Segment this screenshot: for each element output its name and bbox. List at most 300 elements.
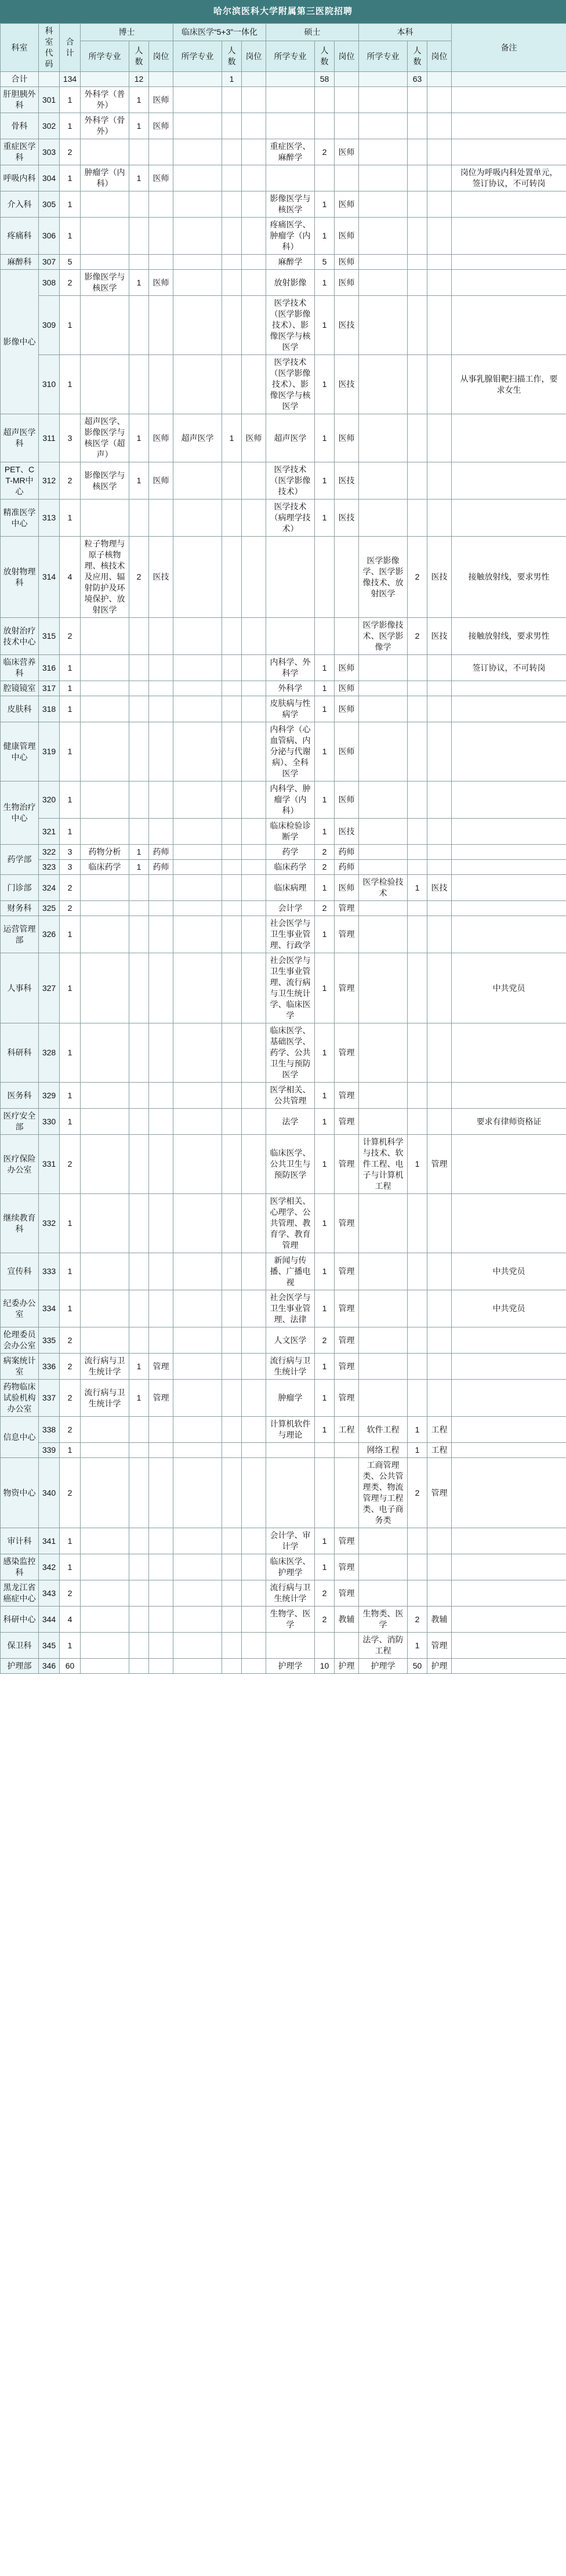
- bachelor-major-cell: 生物类、医学: [359, 1607, 408, 1633]
- master-post-cell: [335, 1458, 359, 1528]
- doctor-post-cell: [149, 139, 173, 165]
- code-cell: 318: [39, 696, 60, 722]
- table-row: [1, 1354, 566, 1380]
- bachelor-count-cell: [408, 1194, 427, 1253]
- standard-count-cell: 1: [222, 414, 242, 462]
- bachelor-major-cell: [359, 819, 408, 845]
- doctor-count-cell: [129, 1083, 149, 1109]
- header-bachelor-major: 所学专业: [359, 41, 408, 72]
- bachelor-major-cell: [359, 901, 408, 916]
- dept-cell: 伦理委员会办公室: [1, 1327, 39, 1354]
- bachelor-count-cell: [408, 1109, 427, 1135]
- doctor-count-cell: [129, 953, 149, 1023]
- dept-cell: 呼吸内科: [1, 165, 39, 191]
- bachelor-count-cell: [408, 500, 427, 537]
- master-post-cell: 医技: [335, 500, 359, 537]
- total-cell: 1: [60, 1554, 81, 1580]
- master-post-cell: [335, 87, 359, 113]
- standard-major-cell: [173, 72, 222, 87]
- standard-count-cell: [222, 819, 242, 845]
- doctor-major-cell: [81, 1417, 129, 1443]
- doctor-post-cell: [149, 1083, 173, 1109]
- bachelor-major-cell: [359, 1290, 408, 1327]
- standard-post-cell: [242, 1443, 266, 1458]
- master-count-cell: 2: [315, 860, 335, 875]
- bachelor-major-cell: [359, 953, 408, 1023]
- standard-major-cell: [173, 1354, 222, 1380]
- header-dept: 科室: [1, 24, 39, 72]
- note-cell: [452, 1417, 566, 1443]
- dept-cell: 药学部: [1, 845, 39, 875]
- doctor-count-cell: [129, 1109, 149, 1135]
- doctor-count-cell: [129, 655, 149, 681]
- note-cell: [452, 113, 566, 139]
- master-count-cell: 10: [315, 1659, 335, 1674]
- master-post-cell: 教辅: [335, 1607, 359, 1633]
- standard-count-cell: [222, 860, 242, 875]
- bachelor-count-cell: [408, 819, 427, 845]
- bachelor-post-cell: [427, 462, 452, 500]
- doctor-post-cell: 医师: [149, 270, 173, 296]
- master-count-cell: 2: [315, 1607, 335, 1633]
- code-cell: 339: [39, 1443, 60, 1458]
- table-row: [1, 355, 566, 414]
- master-post-cell: [335, 72, 359, 87]
- standard-major-cell: [173, 296, 222, 355]
- doctor-major-cell: 肿瘤学（内科）: [81, 165, 129, 191]
- bachelor-major-cell: [359, 1528, 408, 1554]
- bachelor-major-cell: [359, 1023, 408, 1083]
- standard-major-cell: [173, 87, 222, 113]
- code-cell: 303: [39, 139, 60, 165]
- standard-count-cell: [222, 655, 242, 681]
- dept-cell: 生物治疗中心: [1, 782, 39, 845]
- dept-cell: 运营管理部: [1, 916, 39, 953]
- master-count-cell: 2: [315, 901, 335, 916]
- master-major-cell: [266, 165, 315, 191]
- standard-count-cell: [222, 1135, 242, 1194]
- doctor-count-cell: [129, 901, 149, 916]
- doctor-count-cell: [129, 1417, 149, 1443]
- bachelor-major-cell: [359, 1194, 408, 1253]
- master-count-cell: [315, 1633, 335, 1659]
- master-count-cell: 1: [315, 916, 335, 953]
- doctor-count-cell: [129, 696, 149, 722]
- bachelor-major-cell: [359, 165, 408, 191]
- header-master-major: 所学专业: [266, 41, 315, 72]
- standard-major-cell: [173, 1580, 222, 1607]
- note-cell: [452, 1135, 566, 1194]
- bachelor-post-cell: [427, 1354, 452, 1380]
- master-count-cell: [315, 113, 335, 139]
- master-major-cell: 社会医学与卫生事业管理、流行病与卫生统计学、临床医学: [266, 953, 315, 1023]
- standard-count-cell: [222, 1023, 242, 1083]
- master-post-cell: 管理: [335, 1023, 359, 1083]
- code-cell: [39, 72, 60, 87]
- standard-count-cell: [222, 296, 242, 355]
- master-post-cell: 医师: [335, 782, 359, 819]
- doctor-major-cell: 流行病与卫生统计学: [81, 1354, 129, 1380]
- doctor-major-cell: [81, 355, 129, 414]
- standard-count-cell: [222, 875, 242, 901]
- master-post-cell: 医师: [335, 655, 359, 681]
- standard-count-cell: [222, 1290, 242, 1327]
- doctor-count-cell: [129, 296, 149, 355]
- standard-count-cell: [222, 782, 242, 819]
- standard-count-cell: [222, 500, 242, 537]
- master-post-cell: 医师: [335, 681, 359, 696]
- doctor-post-cell: 医师: [149, 87, 173, 113]
- master-count-cell: 1: [315, 1253, 335, 1290]
- standard-count-cell: [222, 1633, 242, 1659]
- header-bachelor-count: 人数: [408, 41, 427, 72]
- master-major-cell: 社会医学与卫生事业管理、法律: [266, 1290, 315, 1327]
- header-doctor-post: 岗位: [149, 41, 173, 72]
- master-count-cell: [315, 537, 335, 618]
- bachelor-major-cell: 医学影像学、医学影像技术、放射医学: [359, 537, 408, 618]
- bachelor-count-cell: [408, 1253, 427, 1290]
- doctor-count-cell: [129, 1528, 149, 1554]
- header-standard-count: 人数: [222, 41, 242, 72]
- header-standard: 临床医学“5+3”一体化: [173, 24, 266, 41]
- master-post-cell: 管理: [335, 1109, 359, 1135]
- total-cell: 4: [60, 1607, 81, 1633]
- master-major-cell: 人文医学: [266, 1327, 315, 1354]
- code-cell: 324: [39, 875, 60, 901]
- total-cell: 1: [60, 696, 81, 722]
- doctor-count-cell: [129, 1253, 149, 1290]
- doctor-post-cell: [149, 875, 173, 901]
- total-cell: 3: [60, 414, 81, 462]
- doctor-count-cell: [129, 819, 149, 845]
- bachelor-post-cell: 工程: [427, 1443, 452, 1458]
- header-bachelor: 本科: [359, 24, 452, 41]
- doctor-count-cell: [129, 1327, 149, 1354]
- note-cell: [452, 1327, 566, 1354]
- total-cell: 1: [60, 1194, 81, 1253]
- note-cell: [452, 819, 566, 845]
- doctor-major-cell: [81, 782, 129, 819]
- total-cell: 4: [60, 537, 81, 618]
- master-major-cell: 护理学: [266, 1659, 315, 1674]
- master-post-cell: [335, 1633, 359, 1659]
- bachelor-count-cell: 2: [408, 1458, 427, 1528]
- standard-count-cell: [222, 1417, 242, 1443]
- note-cell: 中共党员: [452, 1253, 566, 1290]
- code-cell: 334: [39, 1290, 60, 1327]
- dept-cell: 皮肤科: [1, 696, 39, 722]
- standard-post-cell: [242, 916, 266, 953]
- bachelor-count-cell: [408, 655, 427, 681]
- total-cell: 1: [60, 953, 81, 1023]
- standard-post-cell: [242, 1633, 266, 1659]
- doctor-major-cell: [81, 1253, 129, 1290]
- standard-count-cell: [222, 255, 242, 270]
- standard-count-cell: [222, 1253, 242, 1290]
- doctor-major-cell: 流行病与卫生统计学: [81, 1380, 129, 1417]
- total-cell: 1: [60, 819, 81, 845]
- standard-major-cell: [173, 1380, 222, 1417]
- standard-post-cell: [242, 255, 266, 270]
- table-body: [1, 72, 566, 1674]
- master-count-cell: 1: [315, 414, 335, 462]
- header-doctor-count: 人数: [129, 41, 149, 72]
- note-cell: [452, 414, 566, 462]
- standard-major-cell: [173, 1443, 222, 1458]
- standard-post-cell: [242, 1659, 266, 1674]
- master-count-cell: 1: [315, 681, 335, 696]
- doctor-post-cell: [149, 618, 173, 655]
- dept-cell: 放射治疗技术中心: [1, 618, 39, 655]
- doctor-post-cell: [149, 1135, 173, 1194]
- table-row: [1, 655, 566, 681]
- master-post-cell: [335, 1443, 359, 1458]
- master-count-cell: 2: [315, 139, 335, 165]
- bachelor-count-cell: [408, 722, 427, 782]
- standard-post-cell: [242, 218, 266, 255]
- doctor-major-cell: 外科学（普外）: [81, 87, 129, 113]
- master-major-cell: 会计学: [266, 901, 315, 916]
- master-major-cell: 放射影像: [266, 270, 315, 296]
- master-major-cell: 医学技术（病理学技术）: [266, 500, 315, 537]
- standard-post-cell: [242, 722, 266, 782]
- master-major-cell: 重症医学、麻醉学: [266, 139, 315, 165]
- total-cell: 134: [60, 72, 81, 87]
- code-cell: 314: [39, 537, 60, 618]
- code-cell: 333: [39, 1253, 60, 1290]
- master-count-cell: 1: [315, 270, 335, 296]
- dept-cell: 影像中心: [1, 270, 39, 414]
- doctor-count-cell: [129, 1135, 149, 1194]
- code-cell: 310: [39, 355, 60, 414]
- standard-post-cell: [242, 845, 266, 860]
- master-major-cell: 社会医学与卫生事业管理、行政学: [266, 916, 315, 953]
- standard-major-cell: [173, 1327, 222, 1354]
- note-cell: [452, 462, 566, 500]
- dept-cell: 麻醉科: [1, 255, 39, 270]
- bachelor-major-cell: [359, 191, 408, 218]
- bachelor-major-cell: [359, 1253, 408, 1290]
- master-major-cell: 临床药学: [266, 860, 315, 875]
- master-post-cell: 医技: [335, 296, 359, 355]
- master-count-cell: 1: [315, 1380, 335, 1417]
- master-major-cell: 内科学（心血管病、内分泌与代谢病）、全科医学: [266, 722, 315, 782]
- table-row: [1, 1109, 566, 1135]
- bachelor-post-cell: [427, 500, 452, 537]
- standard-post-cell: [242, 139, 266, 165]
- master-major-cell: 医学相关、心理学、公共管理、教育学、教育管理: [266, 1194, 315, 1253]
- master-count-cell: 1: [315, 722, 335, 782]
- bachelor-major-cell: [359, 414, 408, 462]
- note-cell: [452, 1458, 566, 1528]
- doctor-post-cell: [149, 1290, 173, 1327]
- standard-post-cell: [242, 953, 266, 1023]
- standard-count-cell: [222, 681, 242, 696]
- doctor-major-cell: [81, 139, 129, 165]
- note-cell: [452, 875, 566, 901]
- doctor-post-cell: [149, 655, 173, 681]
- table-row: [1, 218, 566, 255]
- total-cell: 1: [60, 1528, 81, 1554]
- doctor-post-cell: 医师: [149, 462, 173, 500]
- standard-post-cell: [242, 1083, 266, 1109]
- master-post-cell: 护理: [335, 1659, 359, 1674]
- doctor-count-cell: [129, 782, 149, 819]
- master-count-cell: 1: [315, 500, 335, 537]
- standard-count-cell: [222, 1528, 242, 1554]
- table-row: [1, 696, 566, 722]
- total-cell: 3: [60, 845, 81, 860]
- code-cell: 322: [39, 845, 60, 860]
- master-post-cell: 医技: [335, 462, 359, 500]
- bachelor-major-cell: [359, 218, 408, 255]
- total-cell: 1: [60, 916, 81, 953]
- master-post-cell: 医师: [335, 218, 359, 255]
- dept-cell: 科研中心: [1, 1607, 39, 1633]
- bachelor-post-cell: [427, 722, 452, 782]
- master-major-cell: 临床医学、护理学: [266, 1554, 315, 1580]
- code-cell: 336: [39, 1354, 60, 1380]
- bachelor-major-cell: 工商管理类、公共管理类、物流管理与工程类、电子商务类: [359, 1458, 408, 1528]
- total-cell: 1: [60, 191, 81, 218]
- standard-count-cell: [222, 953, 242, 1023]
- bachelor-post-cell: 教辅: [427, 1607, 452, 1633]
- total-cell: 2: [60, 1354, 81, 1380]
- code-cell: 342: [39, 1554, 60, 1580]
- standard-post-cell: [242, 1327, 266, 1354]
- master-major-cell: 内科学、肿瘤学（内科）: [266, 782, 315, 819]
- master-post-cell: 医技: [335, 819, 359, 845]
- doctor-post-cell: [149, 72, 173, 87]
- doctor-major-cell: 外科学（骨外）: [81, 113, 129, 139]
- master-count-cell: 1: [315, 782, 335, 819]
- note-cell: [452, 72, 566, 87]
- doctor-major-cell: [81, 916, 129, 953]
- bachelor-post-cell: [427, 355, 452, 414]
- master-post-cell: 管理: [335, 953, 359, 1023]
- doctor-major-cell: [81, 618, 129, 655]
- standard-post-cell: [242, 681, 266, 696]
- bachelor-major-cell: [359, 860, 408, 875]
- bachelor-post-cell: [427, 1194, 452, 1253]
- bachelor-count-cell: [408, 1380, 427, 1417]
- header-master: 硕士: [266, 24, 359, 41]
- standard-count-cell: [222, 537, 242, 618]
- standard-post-cell: [242, 355, 266, 414]
- bachelor-post-cell: [427, 860, 452, 875]
- bachelor-post-cell: [427, 1327, 452, 1354]
- total-cell: 2: [60, 270, 81, 296]
- note-cell: [452, 1607, 566, 1633]
- header-standard-major: 所学专业: [173, 41, 222, 72]
- doctor-major-cell: [81, 655, 129, 681]
- table-row: [1, 819, 566, 845]
- bachelor-major-cell: [359, 270, 408, 296]
- table-row: [1, 875, 566, 901]
- standard-post-cell: [242, 1528, 266, 1554]
- bachelor-major-cell: [359, 655, 408, 681]
- master-major-cell: 药学: [266, 845, 315, 860]
- doctor-post-cell: [149, 916, 173, 953]
- bachelor-major-cell: [359, 1380, 408, 1417]
- master-post-cell: 医师: [335, 414, 359, 462]
- code-cell: 319: [39, 722, 60, 782]
- bachelor-count-cell: 63: [408, 72, 427, 87]
- master-post-cell: 医师: [335, 696, 359, 722]
- doctor-count-cell: [129, 191, 149, 218]
- bachelor-count-cell: [408, 1290, 427, 1327]
- note-cell: [452, 1580, 566, 1607]
- doctor-post-cell: [149, 1458, 173, 1528]
- bachelor-major-cell: [359, 87, 408, 113]
- master-major-cell: 内科学、外科学: [266, 655, 315, 681]
- doctor-major-cell: [81, 1109, 129, 1135]
- master-post-cell: 医师: [335, 255, 359, 270]
- note-cell: [452, 139, 566, 165]
- note-cell: [452, 191, 566, 218]
- table-row: [1, 1327, 566, 1354]
- doctor-post-cell: [149, 296, 173, 355]
- table-row: [1, 139, 566, 165]
- bachelor-count-cell: [408, 1528, 427, 1554]
- standard-major-cell: [173, 845, 222, 860]
- doctor-major-cell: [81, 696, 129, 722]
- standard-major-cell: 超声医学: [173, 414, 222, 462]
- standard-major-cell: [173, 113, 222, 139]
- doctor-major-cell: [81, 681, 129, 696]
- total-cell: 1: [60, 1443, 81, 1458]
- table-row: [1, 113, 566, 139]
- standard-count-cell: [222, 218, 242, 255]
- bachelor-major-cell: [359, 782, 408, 819]
- doctor-post-cell: [149, 953, 173, 1023]
- standard-post-cell: [242, 113, 266, 139]
- master-major-cell: 临床检验诊断学: [266, 819, 315, 845]
- bachelor-major-cell: [359, 355, 408, 414]
- bachelor-count-cell: [408, 1327, 427, 1354]
- bachelor-major-cell: [359, 1109, 408, 1135]
- doctor-major-cell: [81, 296, 129, 355]
- standard-post-cell: [242, 500, 266, 537]
- doctor-count-cell: 1: [129, 860, 149, 875]
- bachelor-post-cell: [427, 782, 452, 819]
- doctor-post-cell: 医师: [149, 113, 173, 139]
- bachelor-count-cell: [408, 1554, 427, 1580]
- doctor-post-cell: [149, 782, 173, 819]
- doctor-post-cell: [149, 901, 173, 916]
- bachelor-post-cell: [427, 901, 452, 916]
- master-major-cell: 医学技术（医学影像技术）、影像医学与核医学: [266, 296, 315, 355]
- standard-post-cell: [242, 1417, 266, 1443]
- bachelor-post-cell: [427, 296, 452, 355]
- total-cell: 1: [60, 165, 81, 191]
- bachelor-major-cell: 医学影像技术、医学影像学: [359, 618, 408, 655]
- bachelor-post-cell: 医技: [427, 875, 452, 901]
- code-cell: 317: [39, 681, 60, 696]
- total-cell: 2: [60, 139, 81, 165]
- code-cell: 335: [39, 1327, 60, 1354]
- doctor-count-cell: [129, 218, 149, 255]
- table-row: [1, 1528, 566, 1554]
- master-count-cell: [315, 1458, 335, 1528]
- dept-cell: 疼痛科: [1, 218, 39, 255]
- doctor-major-cell: [81, 1633, 129, 1659]
- code-cell: 325: [39, 901, 60, 916]
- standard-post-cell: [242, 618, 266, 655]
- code-cell: 327: [39, 953, 60, 1023]
- note-cell: [452, 87, 566, 113]
- doctor-post-cell: 医师: [149, 165, 173, 191]
